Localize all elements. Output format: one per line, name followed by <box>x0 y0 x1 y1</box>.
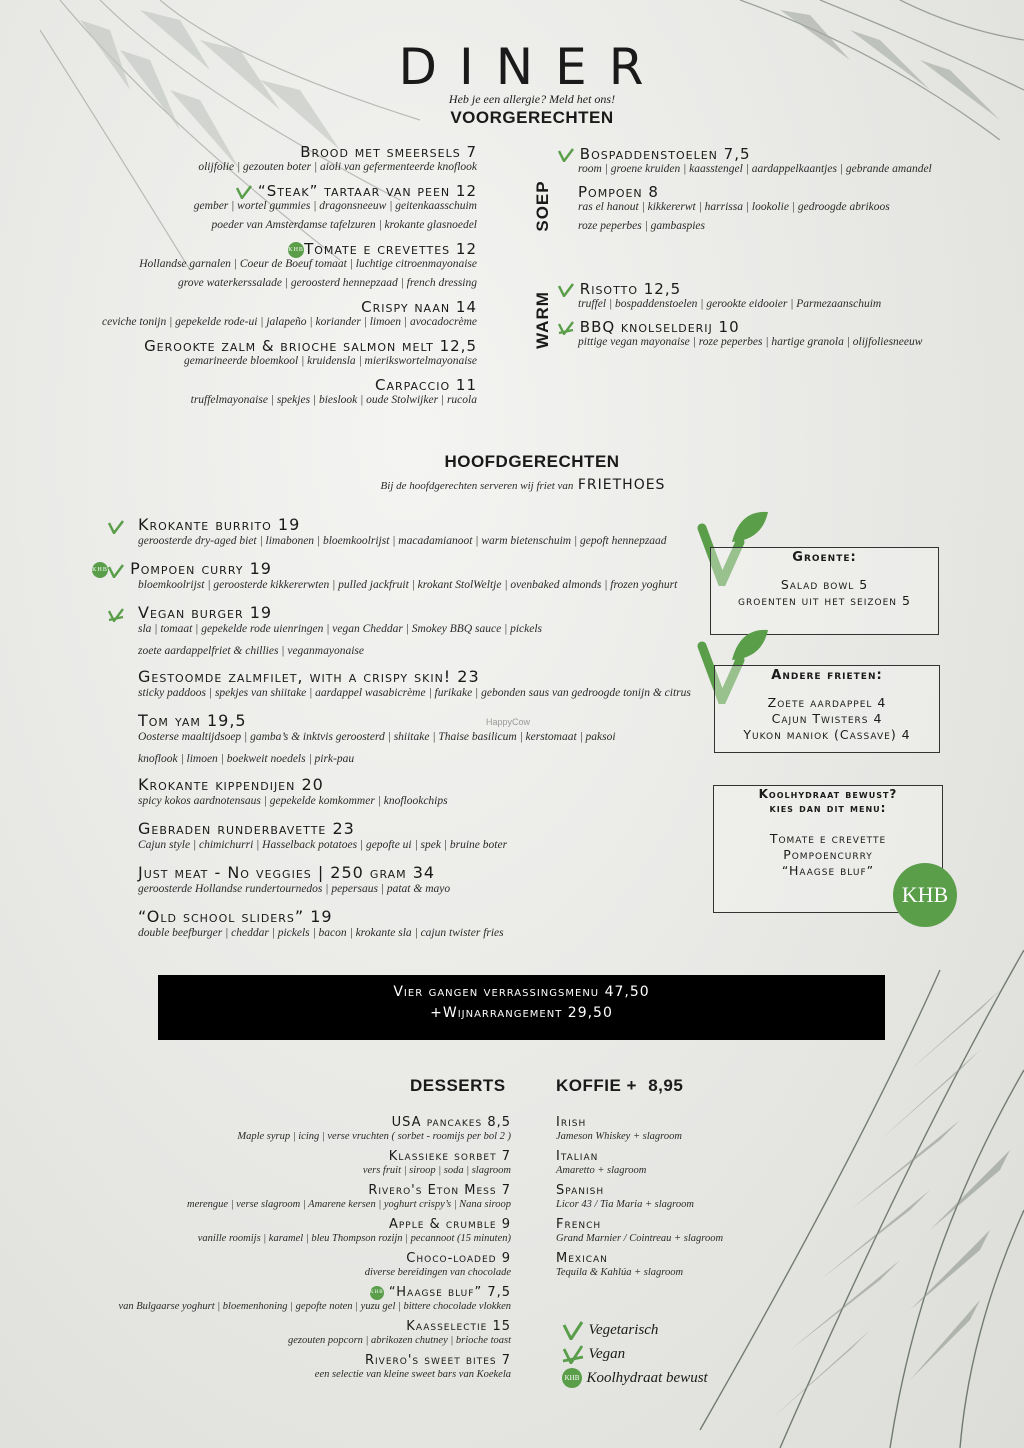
menu-item-name: KHB Pompoen curry 19 <box>92 559 272 578</box>
menu-item-name: Rivero's sweet bites 7 <box>364 1353 511 1368</box>
menu-item-name: Apple & crumble 9 <box>388 1217 511 1232</box>
vegetarian-icon <box>558 148 574 162</box>
khb-badge: KHB <box>893 863 957 927</box>
menu-item-name: Vegan burger 19 <box>108 603 688 623</box>
menu-item-desc: truffel | bospaddenstoelen | gerookte eidooier | Parmezaanschuim <box>578 298 882 310</box>
menu-item-name: “Steak” tartaar van peen 12 <box>60 182 477 200</box>
verrassingsmenu-banner <box>158 975 885 1040</box>
menu-item-desc: sticky paddoos | spekjes van shiitake | aardappel wasabicrème | furikake | gebonden saus van gedroogde tonijn & citrus <box>138 687 691 699</box>
vegetarian-icon <box>562 1320 584 1340</box>
box-line: Zoete aardappel 4 <box>767 695 887 710</box>
menu-item-name: Rivero's Eton Mess 7 <box>368 1183 511 1198</box>
menu-item-name: Bospaddenstoelen 7,5 <box>558 145 978 163</box>
menu-item-name: Gestoomde zalmfilet, with a crispy skin! 23 <box>138 667 480 686</box>
menu-item-desc: vers fruit | siroop | soda | slagroom <box>362 1165 511 1176</box>
groente-title: Groente: <box>792 550 857 565</box>
legend-khb: KHB Koolhydraat bewust <box>562 1368 762 1392</box>
legend <box>562 1320 762 1392</box>
menu-item-desc: diverse bereidingen van chocolade <box>364 1267 511 1278</box>
menu-item-name: Gerookte zalm & brioche salmon melt 12,5 <box>144 337 477 355</box>
menu-item-desc: sla | tomaat | gepekelde rode uienringen | vegan Cheddar | Smokey BBQ sauce | pickels <box>138 623 543 635</box>
khb-title: kies dan dit menu: <box>769 801 887 815</box>
menu-item-name: Irish <box>556 1115 587 1130</box>
menu-item-desc: Jameson Whiskey + slagroom <box>556 1131 682 1142</box>
menu-item-desc: olijfolie | gezouten boter | aioli van gefermenteerde knoflook <box>198 161 477 173</box>
koffie-title: KOFFIE + <box>556 1076 637 1095</box>
box-line: groenten uit het seizoen 5 <box>738 593 911 608</box>
legend-vegan: Vegan <box>562 1344 762 1368</box>
banner-line-1: Vier gangen verrassingsmenu 47,50 <box>393 984 650 1000</box>
vegetarian-icon <box>236 185 252 199</box>
menu-item-desc: Grand Marnier / Cointreau + slagroom <box>556 1233 724 1244</box>
menu-item-desc: gezouten popcorn | abrikozen chutney | brioche toast <box>287 1335 511 1346</box>
menu-item-desc: roze peperbes | gambaspies <box>578 220 705 232</box>
soep-list <box>558 145 978 239</box>
vegan-icon <box>108 607 124 621</box>
menu-item-name: Choco-loaded 9 <box>406 1251 511 1266</box>
khb-title: Koolhydraat bewust? <box>758 787 898 801</box>
menu-item-name: Carpaccio 11 <box>374 376 477 394</box>
menu-item-desc: gember | wortel gummies | dragonsneeuw | geitenkaasschuim <box>193 200 477 212</box>
menu-item-name: Brood met smeersels 7 <box>300 143 477 161</box>
menu-item-desc: room | groene kruiden | kaasstengel | aardappelkaantjes | gebrande amandel <box>578 163 932 175</box>
warm-label: WARM <box>533 291 552 349</box>
khb-icon: KHB <box>92 562 108 578</box>
fries-note-text: Bij de hoofdgerechten serveren wij friet van <box>380 480 574 492</box>
vegetarian-icon <box>558 283 574 297</box>
hoofdgerechten-list <box>92 515 691 949</box>
khb-icon: KHB <box>370 1286 384 1300</box>
box-line: Salad bowl 5 <box>780 577 869 592</box>
menu-item-desc: Tequila & Kahlúa + slagroom <box>556 1267 684 1278</box>
box-line: “Haagse bluf” <box>781 863 875 878</box>
menu-item-desc: gemarineerde bloemkool | kruidensla | mierikswortelmayonaise <box>183 355 477 367</box>
menu-item-name: Krokante kippendijen 20 <box>138 775 324 794</box>
hoofdgerechten-heading: HOOFDGERECHTEN <box>444 452 620 471</box>
voorgerechten-heading: VOORGERECHTEN <box>450 108 614 127</box>
menu-item-desc: zoete aardappelfriet & chillies | veganmayonaise <box>138 645 364 657</box>
andere-frieten-box <box>714 665 940 753</box>
menu-item-name: “Old school sliders” 19 <box>138 907 333 926</box>
menu-item-name: Italian <box>556 1149 599 1164</box>
khb-icon: KHB <box>288 242 304 258</box>
menu-item-desc: vanille roomijs | karamel | bleu Thompson rozijn | pecannoot (15 minuten) <box>197 1233 511 1244</box>
allergy-note: Heb je een allergie? Meld het ons! <box>448 92 616 106</box>
frieten-title: Andere frieten: <box>771 668 883 683</box>
menu-item-desc: een selectie van kleine sweet bars van Koekela <box>314 1369 511 1380</box>
warm-list <box>558 280 978 356</box>
menu-item-desc: knoflook | limoen | boekweit noedels | pirk-pau <box>138 753 355 765</box>
menu-item-name: USA pancakes 8,5 <box>391 1115 511 1130</box>
vegetarian-icon <box>108 519 124 533</box>
menu-item-desc: ras el hanout | kikkererwt | harrissa | lookolie | gedroogde abrikoos <box>578 201 890 213</box>
menu-item-desc: Maple syrup | icing | verse vruchten ( sorbet - roomijs per bol 2 ) <box>237 1131 511 1142</box>
menu-item-name: Risotto 12,5 <box>558 280 978 298</box>
banner-line-2: +Wijnarrangement 29,50 <box>430 1005 613 1021</box>
menu-item-desc: Amaretto + slagroom <box>556 1165 647 1176</box>
menu-item-name: Crispy naan 14 <box>361 298 477 316</box>
menu-item-desc: grove waterkerssalade | geroosterd hennepzaad | french dressing <box>178 277 477 289</box>
khb-icon: KHB <box>562 1368 582 1388</box>
koffie-heading <box>556 1076 683 1096</box>
menu-item-desc: Hollandse garnalen | Coeur de Boeuf tomaat | luchtige citroenmayonaise <box>139 258 477 270</box>
menu-item-desc: van Bulgaarse yoghurt | bloemenhoning | gepofte noten | yuzu gel | bittere chocolade vlokken <box>118 1301 511 1312</box>
happycow-watermark: HappyCow <box>486 717 531 727</box>
menu-item-desc: double beefburger | cheddar | pickels | bacon | krokante sla | cajun twister fries <box>138 927 504 939</box>
koffie-list <box>556 1115 796 1285</box>
menu-item-name: Spanish <box>556 1183 605 1198</box>
menu-item-name: Kaasselectie 15 <box>406 1319 511 1334</box>
menu-item-desc: Cajun style | chimichurri | Hasselback potatoes | gepofte ui | spek | bruine boter <box>138 839 508 851</box>
fries-note <box>0 476 1024 494</box>
legend-vegetarisch: Vegetarisch <box>562 1320 762 1344</box>
menu-item-desc: geroosterde Hollandse rundertournedos | pepersaus | patat & mayo <box>138 883 451 895</box>
menu-item-desc: Oosterse maaltijdsoep | gamba’s & inktvis geroosterd | shiitake | Thaise basilicum | kerstomaat | paksoi <box>138 731 616 743</box>
box-line: Yukon maniok (Cassave) 4 <box>743 727 911 742</box>
menu-item-desc: geroosterde dry-aged biet | limabonen | bloemkoolrijst | macadamianoot | warm bietenschuim | gepoft hennepzaad <box>138 535 667 547</box>
desserts-heading: DESSERTS <box>410 1076 506 1095</box>
menu-item-name: Tom yam 19,5 <box>138 711 247 730</box>
menu-item-desc: spicy kokos aardnotensaus | gepekelde komkommer | knoflookchips <box>138 795 448 807</box>
soep-label: SOEP <box>533 180 552 232</box>
vegetarian-icon <box>108 563 124 577</box>
friethoes-brand: FRIETHOES <box>577 477 666 493</box>
groente-box <box>710 547 939 635</box>
menu-item-name: Gebraden runderbavette 23 <box>138 819 355 838</box>
box-line: Pompoencurry <box>783 847 873 862</box>
page-title: DINER <box>398 38 666 96</box>
menu-item-desc: poeder van Amsterdamse tafelzuren | krokante glasnoedel <box>211 219 477 231</box>
box-line: Tomate e crevette <box>769 831 887 846</box>
voorgerechten-list <box>60 143 477 415</box>
desserts-list <box>80 1115 511 1387</box>
menu-item-name: French <box>556 1217 602 1232</box>
vegan-icon <box>558 321 574 335</box>
menu-item-name: Krokante burrito 19 <box>108 515 688 535</box>
menu-item-name: Mexican <box>556 1251 608 1266</box>
menu-item-name: KHBTomate e crevettes 12 <box>288 240 477 258</box>
menu-item-desc: merengue | verse slagroom | Amarene kersen | yoghurt crispy’s | Nana siroop <box>187 1199 511 1210</box>
menu-item-name: BBQ knolselderij 10 <box>558 318 978 336</box>
menu-item-desc: ceviche tonijn | gepekelde rode-ui | jalapeño | koriander | limoen | avocadocrème <box>102 316 477 328</box>
koffie-price: 8,95 <box>648 1076 684 1095</box>
vegan-icon <box>562 1344 584 1364</box>
box-line: Cajun Twisters 4 <box>771 711 883 726</box>
menu-item-name: Klassieke sorbet 7 <box>388 1149 511 1164</box>
menu-item-name: KHB “Haagse bluf” 7,5 <box>370 1285 511 1300</box>
menu-item-desc: bloemkoolrijst | geroosterde kikkererwten | pulled jackfruit | krokant StolWeltje | ovenbaked almonds | frozen yoghurt <box>138 579 678 591</box>
menu-item-name: Pompoen 8 <box>578 183 659 201</box>
menu-item-desc: pittige vegan mayonaise | roze peperbes | hartige granola | olijfoliesneeuw <box>578 336 923 348</box>
menu-item-name: Just meat - No veggies | 250 gram 34 <box>138 863 436 882</box>
menu-item-desc: truffelmayonaise | spekjes | bieslook | oude Stolwijker | rucola <box>190 394 477 406</box>
menu-item-desc: Licor 43 / Tia Maria + slagroom <box>556 1199 694 1210</box>
